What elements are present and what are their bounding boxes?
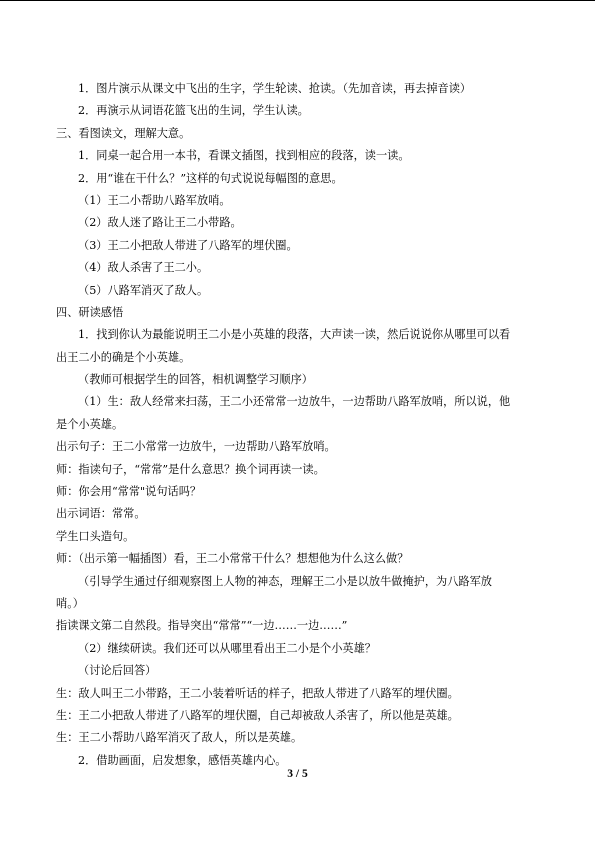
text-line: 师：你会用“常常"说句话吗？ [56,485,202,499]
text-line: 生：王二小把敌人带进了八路军的埋伏圈，自己却被敌人杀害了，所以他是英雄。 [56,708,459,722]
text-line: 出王二小的确是个小英雄。 [56,350,191,364]
text-line: （1）生：敌人经常来扫荡，王二小还常常一边放牛，一边帮助八路军放哨，所以说，他 [78,395,511,409]
text-line: （4）敌人杀害了王二小。 [78,261,209,275]
text-line: 是个小英雄。 [56,417,124,431]
text-line: 学生口头造句。 [56,529,135,543]
text-line: （2）继续研读。我们还可以从哪里看出王二小是个小英雄？ [78,641,376,655]
text-line: 出示句子：王二小常常一边放牛，一边帮助八路军放哨。 [56,440,336,454]
text-line: 2．借助画面，启发想象，感悟英雄内心。 [78,753,287,767]
text-line: （1）王二小帮助八路军放哨。 [78,193,231,207]
text-line: （引导学生通过仔细观察图上人物的神态，理解王二小是以放牛做掩护，为八路军放 [78,574,492,588]
text-line: 1．找到你认为最能说明王二小是小英雄的段落，大声读一读，然后说说你从哪里可以看 [78,328,511,342]
text-line: （2）敌人迷了路让王二小带路。 [78,216,242,230]
text-line: （讨论后回答） [78,664,157,678]
text-line: 1．同桌一起合用一本书，看课文插图，找到相应的段落，读一读。 [78,149,410,163]
text-line: （教师可根据学生的回答，相机调整学习顺序） [78,373,313,387]
text-line: 2．用“谁在干什么？”这样的句式说说每幅图的意思。 [78,171,343,185]
text-line: 师：指读句子，“常常”是什么意思？换个词再读一读。 [56,462,325,476]
text-line: 四、研读感悟 [56,305,124,319]
text-line: 出示词语：常常。 [56,507,146,521]
text-line: 三、看图读文，理解大意。 [56,126,191,140]
text-line: 指读课文第二自然段。指导突出“常常”“一边……一边……” [56,619,348,633]
text-line: 生：王二小帮助八路军消灭了敌人，所以是英雄。 [56,731,303,745]
text-line: 2．再演示从词语花篮飞出的生词，学生认读。 [78,104,309,118]
text-line: 师：（出示第一幅插图）看，王二小常常干什么？想想他为什么这么做？ [56,552,409,566]
header-rule [0,0,595,1]
text-line: （3）王二小把敌人带进了八路军的埋伏圈。 [78,238,298,252]
document-body [56,78,542,772]
page-number: 3 / 5 [287,768,308,780]
text-line: （5）八路军消灭了敌人。 [78,283,209,297]
text-line: 生：敌人叫王二小带路，王二小装着听话的样子，把敌人带进了八路军的埋伏圈。 [56,686,459,700]
text-line: 1．图片演示从课文中飞出的生字，学生轮读、抢读。（先加音读，再去掉音读） [78,82,472,95]
text-line: 哨。） [56,596,84,610]
